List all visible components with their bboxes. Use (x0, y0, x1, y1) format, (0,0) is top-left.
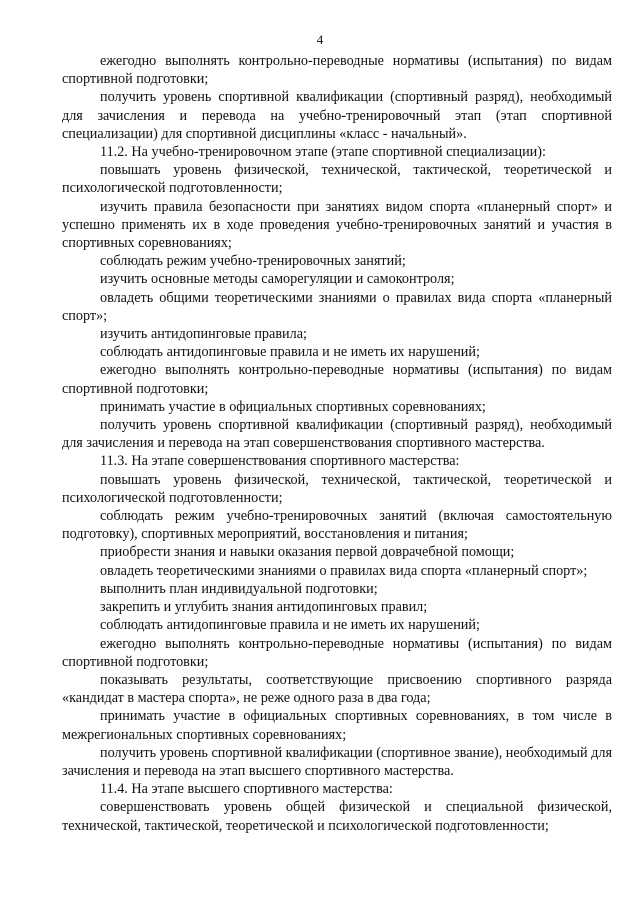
paragraph: получить уровень спортивной квалификации (спортивный разряд), необходимый для зачисления и перевода на учебно-тренировочный этап (этап спортивной специализации) для спортивной дисциплины «класс - начальный». (62, 89, 612, 142)
paragraph: показывать результаты, соответствующие присвоению спортивного разряда «кандидат в мастера спорта», не реже одного раза в два года; (62, 671, 612, 707)
paragraph: соблюдать антидопинговые правила и не иметь их нарушений; (100, 617, 480, 634)
page-number: 4 (316, 32, 324, 47)
section-heading: 11.2. На учебно-тренировочном этапе (этапе спортивной специализации): (100, 144, 546, 161)
paragraph: принимать участие в официальных спортивных соревнованиях, в том числе в межрегиональных спортивных соревнованиях; (62, 708, 612, 743)
paragraph: овладеть теоретическими знаниями о правилах вида спорта «планерный спорт»; (100, 562, 588, 579)
paragraph: изучить основные методы саморегуляции и самоконтроля; (100, 271, 455, 288)
paragraph: получить уровень спортивной квалификации (спортивное звание), необходимый для зачисления и перевода на этап высшего спортивного мастерства. (62, 744, 612, 779)
paragraph: изучить антидопинговые правила; (100, 326, 307, 343)
section-heading: 11.3. На этапе совершенствования спортивного мастерства: (100, 453, 460, 470)
paragraph: закрепить и углубить знания антидопинговых правил; (100, 599, 428, 616)
paragraph: совершенствовать уровень общей физической и специальной физической, технической, тактической, теоретической и психологической подготовленности; (62, 799, 612, 834)
document-body (62, 52, 612, 835)
paragraph: овладеть общими теоретическими знаниями о правилах вида спорта «планерный спорт»; (62, 289, 612, 324)
paragraph: ежегодно выполнять контрольно-переводные нормативы (испытания) по видам спортивной подготовки; (62, 53, 612, 88)
paragraph: приобрести знания и навыки оказания первой доврачебной помощи; (100, 544, 515, 561)
paragraph: соблюдать антидопинговые правила и не иметь их нарушений; (100, 344, 480, 361)
paragraph: получить уровень спортивной квалификации (спортивный разряд), необходимый для зачисления и перевода на этап совершенствования спортивного мастерства. (62, 417, 612, 452)
paragraph: соблюдать режим учебно-тренировочных занятий (включая самостоятельную подготовку), спортивных мероприятий, восстановления и питания; (62, 508, 612, 543)
paragraph: ежегодно выполнять контрольно-переводные нормативы (испытания) по видам спортивной подготовки; (62, 362, 612, 397)
paragraph: повышать уровень физической, технической, тактической, теоретической и психологической подготовленности; (62, 471, 612, 506)
paragraph: изучить правила безопасности при занятиях видом спорта «планерный спорт» и успешно применять их в ходе проведения учебно-тренировочных занятий и участия в спортивных соревнованиях; (62, 198, 612, 252)
paragraph: выполнить план индивидуальной подготовки; (100, 580, 378, 597)
paragraph: принимать участие в официальных спортивных соревнованиях; (100, 398, 486, 415)
paragraph: повышать уровень физической, технической, тактической, теоретической и психологической подготовленности; (62, 162, 612, 197)
paragraph: соблюдать режим учебно-тренировочных занятий; (100, 253, 406, 270)
paragraph: ежегодно выполнять контрольно-переводные нормативы (испытания) по видам спортивной подготовки; (62, 635, 612, 670)
section-heading: 11.4. На этапе высшего спортивного мастерства: (100, 781, 393, 798)
